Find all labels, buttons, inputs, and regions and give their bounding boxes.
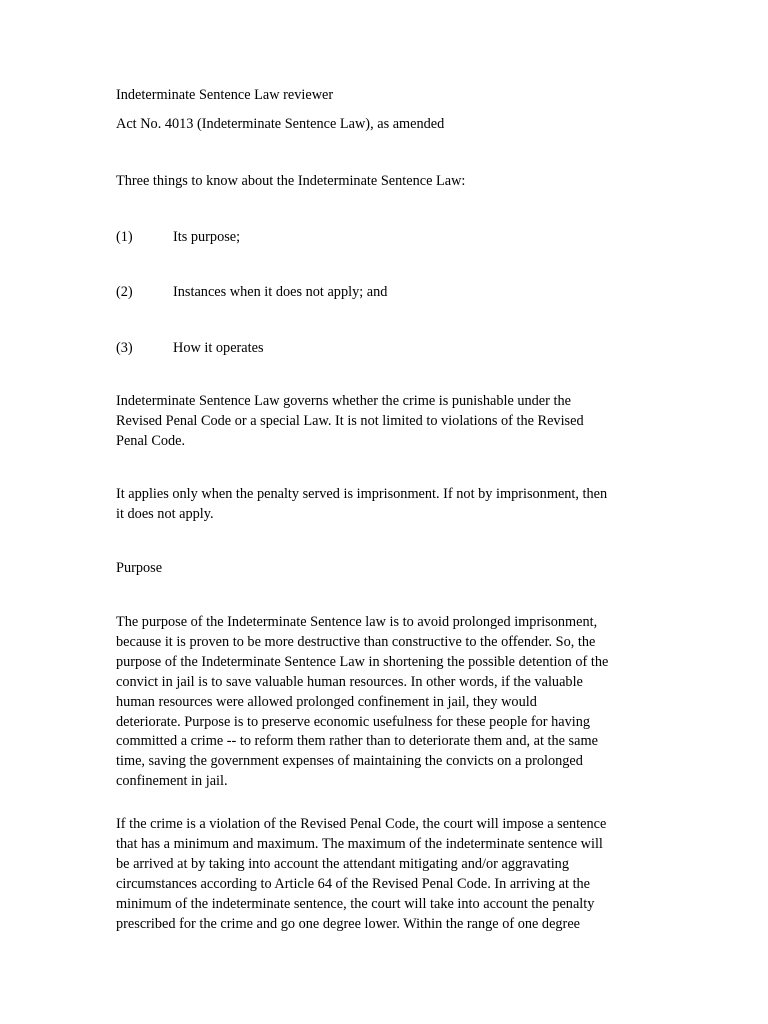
paragraph-line: committed a crime -- to reform them rather than to deteriorate them and, at the same (116, 733, 598, 750)
paragraph-line: Indeterminate Sentence Law governs whether the crime is punishable under the (116, 393, 571, 409)
paragraph-line: Penal Code. (116, 432, 186, 449)
paragraph-line: confinement in jail. (116, 773, 228, 790)
paragraph-line: It applies only when the penalty served is imprisonment. If not by imprisonment, then (116, 486, 608, 502)
paragraph-line: that has a minimum and maximum. The maximum of the indeterminate sentence will (116, 835, 603, 852)
document-subtitle: Act No. 4013 (Indeterminate Sentence Law), as amended (116, 116, 445, 132)
paragraph-imprisonment (116, 485, 656, 525)
paragraph-line: The purpose of the Indeterminate Sentence law is to avoid prolonged imprisonment, (116, 614, 598, 630)
list-number: (3) (116, 340, 133, 356)
list-text: Its purpose; (173, 229, 241, 245)
section-heading-purpose: Purpose (116, 560, 163, 576)
list-number: (1) (116, 229, 133, 245)
paragraph-line: minimum of the indeterminate sentence, the court will take into account the penalty (116, 895, 595, 912)
intro-paragraph: Three things to know about the Indeterminate Sentence Law: (116, 173, 466, 189)
paragraph-line: If the crime is a violation of the Revised Penal Code, the court will impose a sentence (116, 816, 607, 832)
paragraph-line: prescribed for the crime and go one degree lower. Within the range of one degree (116, 915, 581, 932)
document-title: Indeterminate Sentence Law reviewer (116, 87, 334, 103)
paragraph-line: Revised Penal Code or a special Law. It is not limited to violations of the Revised (116, 412, 584, 429)
paragraph-scope (116, 392, 656, 452)
list-text: How it operates (173, 340, 264, 356)
paragraph-line: it does not apply. (116, 505, 214, 522)
paragraph-line: time, saving the government expenses of maintaining the convicts on a prolonged (116, 753, 583, 770)
list-number: (2) (116, 284, 133, 300)
paragraph-purpose (116, 613, 656, 792)
paragraph-line: deteriorate. Purpose is to preserve economic usefulness for these people for having (116, 713, 591, 730)
paragraph-line: because it is proven to be more destructive than constructive to the offender. So, the (116, 633, 596, 650)
paragraph-line: purpose of the Indeterminate Sentence Law in shortening the possible detention of the (116, 653, 609, 670)
paragraph-line: human resources were allowed prolonged confinement in jail, they would (116, 693, 537, 710)
paragraph-revised-penal-code (116, 815, 656, 934)
list-text: Instances when it does not apply; and (173, 284, 388, 300)
paragraph-line: convict in jail is to save valuable human resources. In other words, if the valuable (116, 673, 583, 690)
paragraph-line: circumstances according to Article 64 of the Revised Penal Code. In arriving at the (116, 875, 591, 892)
paragraph-line: be arrived at by taking into account the attendant mitigating and/or aggravating (116, 855, 569, 872)
